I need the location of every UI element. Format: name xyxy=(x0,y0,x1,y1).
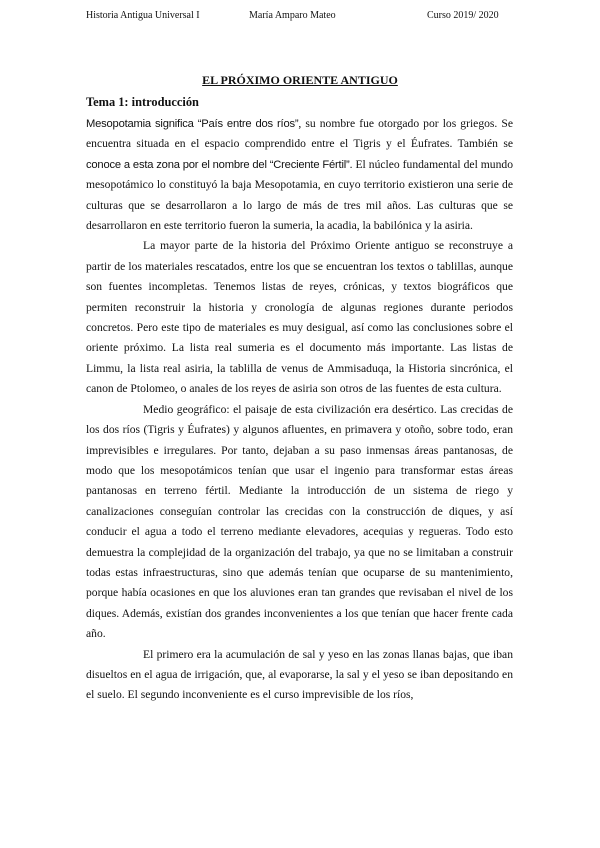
section-subtitle: Tema 1: introducción xyxy=(86,95,199,109)
header-course: Historia Antigua Universal I xyxy=(86,10,200,21)
paragraph-3: Medio geográfico: el paisaje de esta civilización era desértico. Las crecidas de los dos ríos (Tigris y Éufrates) y algunos afluentes, en primavera y otoño, sobre todo, eran imprevisibles e irregulares. Por tanto, dejaban a su paso inmensas áreas pantanosas, de modo que los mesopotámicos tenían que usar el ingenio para transformar estas áreas pantanosas en terreno fértil. Mediante la introducción de un sistema de riego y canalizaciones conseguían controlar las crecidas con la construcción de diques, y así conducir el agua a todo el terreno mediante elevadores, acequias y regueras. Todo esto demuestra la complejidad de la organización del trabajo, ya que no se limitaban a construir todas estas infraestructuras, sino que además tenían que ocuparse de su mantenimiento, porque había ocasiones en que los aluviones eran tan grandes que revisaban el nivel de los diques. Además, existían dos grandes inconvenientes a los que tenían que hacer frente cada año. xyxy=(86,402,513,641)
paragraph-2: La mayor parte de la historia del Próximo Oriente antiguo se reconstruye a partir de los materiales rescatados, entre los que se encuentran los textos o tablillas, aunque son fuentes incompletas. Tenemos listas de reyes, crónicas, y textos biográficos que permiten reconstruir la historia y cronología de algunas regiones durante periodos concretos. Pero este tipo de materiales es muy desigual, así como las conclusiones sobre el oriente próximo. La lista real sumeria es el documento más importante. Las listas de Limmu, la lista real asiria, la tablilla de venus de Ammisaduqa, la Historia sincrónica, el canon de Ptolomeo, o anales de los reyes de asiria son otros de las fuentes de esta cultura. xyxy=(86,239,513,396)
paragraph-1-rest: , su nombre fue otorgado por los griegos. Se encuentra situada en el espacio comprendido entre el Tigris y el Éufrates. También se xyxy=(86,117,513,151)
page-header xyxy=(0,10,600,30)
document-title: EL PRÓXIMO ORIENTE ANTIGUO xyxy=(202,73,398,87)
header-year: Curso 2019/ 2020 xyxy=(427,10,499,21)
paragraph-1-end: . El núcleo fundamental del mundo mesopotámico lo constituyó la baja Mesopotamia, en cuyo territorio existieron una serie de culturas que se desarrollaron a lo largo de más de tres mil años. Las culturas que se desarrollaron en este territorio fueron la sumeria, la acadia, la babilónica y la asiria. xyxy=(86,157,513,233)
header-author: María Amparo Mateo xyxy=(249,10,336,21)
paragraph-1 xyxy=(86,114,513,236)
document-body xyxy=(86,114,513,706)
paragraph-4: El primero era la acumulación de sal y yeso en las zonas llanas bajas, que iban disueltos en el agua de irrigación, que, al evaporarse, la sal y el yeso se iban depositando en el suelo. El segundo inconveniente es el curso imprevisible de los ríos, xyxy=(86,647,513,702)
paragraph-1-fertile: conoce a esta zona por el nombre del “Creciente Fértil” xyxy=(86,158,350,171)
paragraph-1-intro: Mesopotamia significa “País entre dos ríos” xyxy=(86,118,299,130)
